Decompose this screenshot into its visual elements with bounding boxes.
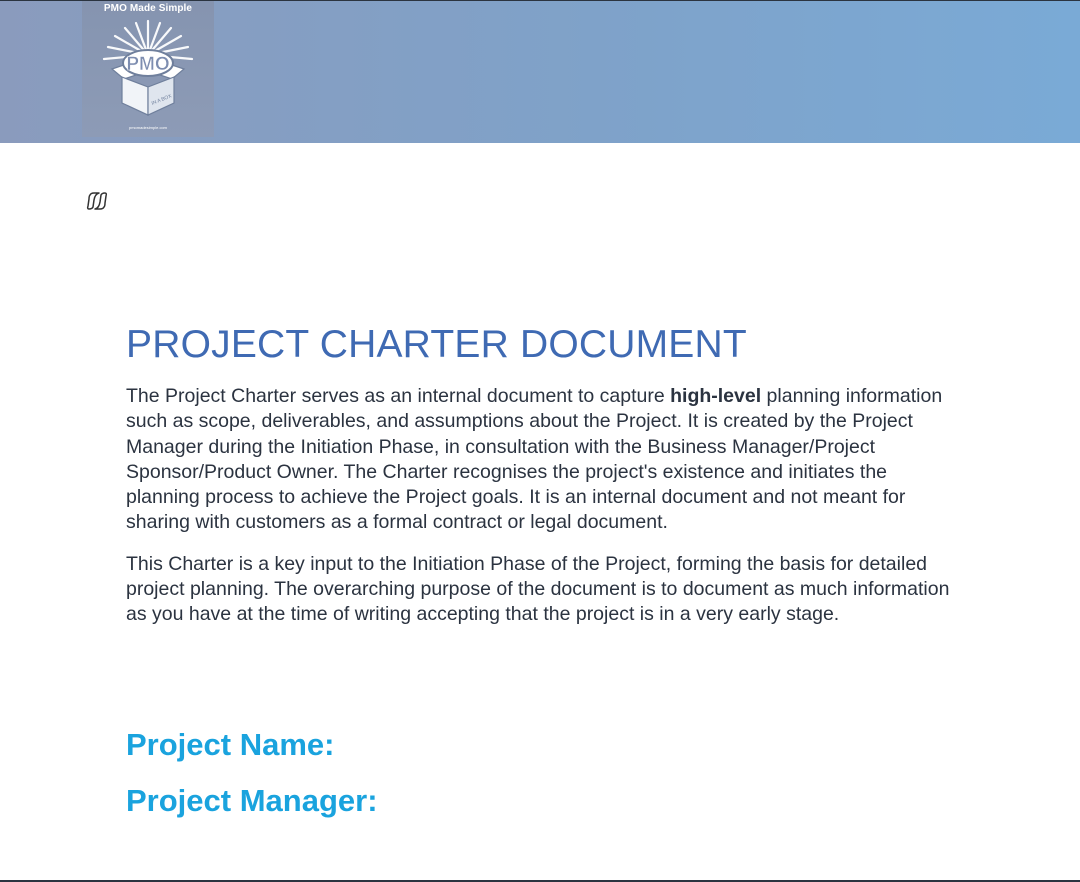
logo-url: pmomadesimple.com [128,125,167,130]
intro-bold-text: high-level [670,385,762,407]
pmo-box-logo-icon [96,17,200,121]
logo-title: PMO Made Simple [103,3,193,14]
intro-text-end: planning information such as scope, deliverables, and assumptions about the Project. It is created by the Project Manager during the Initiation Phase, in consultation with the Business Manager/Project Sponsor/Product Owner. The Charter recognises the project's existence and initiates the planning process to achieve the Project goals. It is an internal document and not meant for sharing with customers as a formal contract or legal document. [126,385,943,534]
intro-text-start: The Project Charter serves as an internal document to capture [126,385,671,407]
pmo-logo [82,1,214,137]
project-manager-label: Project Manager: [126,783,378,818]
document-body [126,322,956,628]
intro-paragraph [126,384,956,536]
project-name-label: Project Name: [126,727,335,762]
header-banner [0,1,1080,143]
logo-tagline: IN A BOX [150,93,173,107]
logo-mark: PMO [126,54,170,75]
document-title: PROJECT CHARTER DOCUMENT [126,323,747,366]
copilot-icon[interactable] [86,191,108,211]
purpose-paragraph: This Charter is a key input to the Initiation Phase of the Project, forming the basis for detailed project planning. The overarching purpose of the document is to document as much information as you have at the time of writing accepting that the project is in a very early stage. [126,552,950,626]
